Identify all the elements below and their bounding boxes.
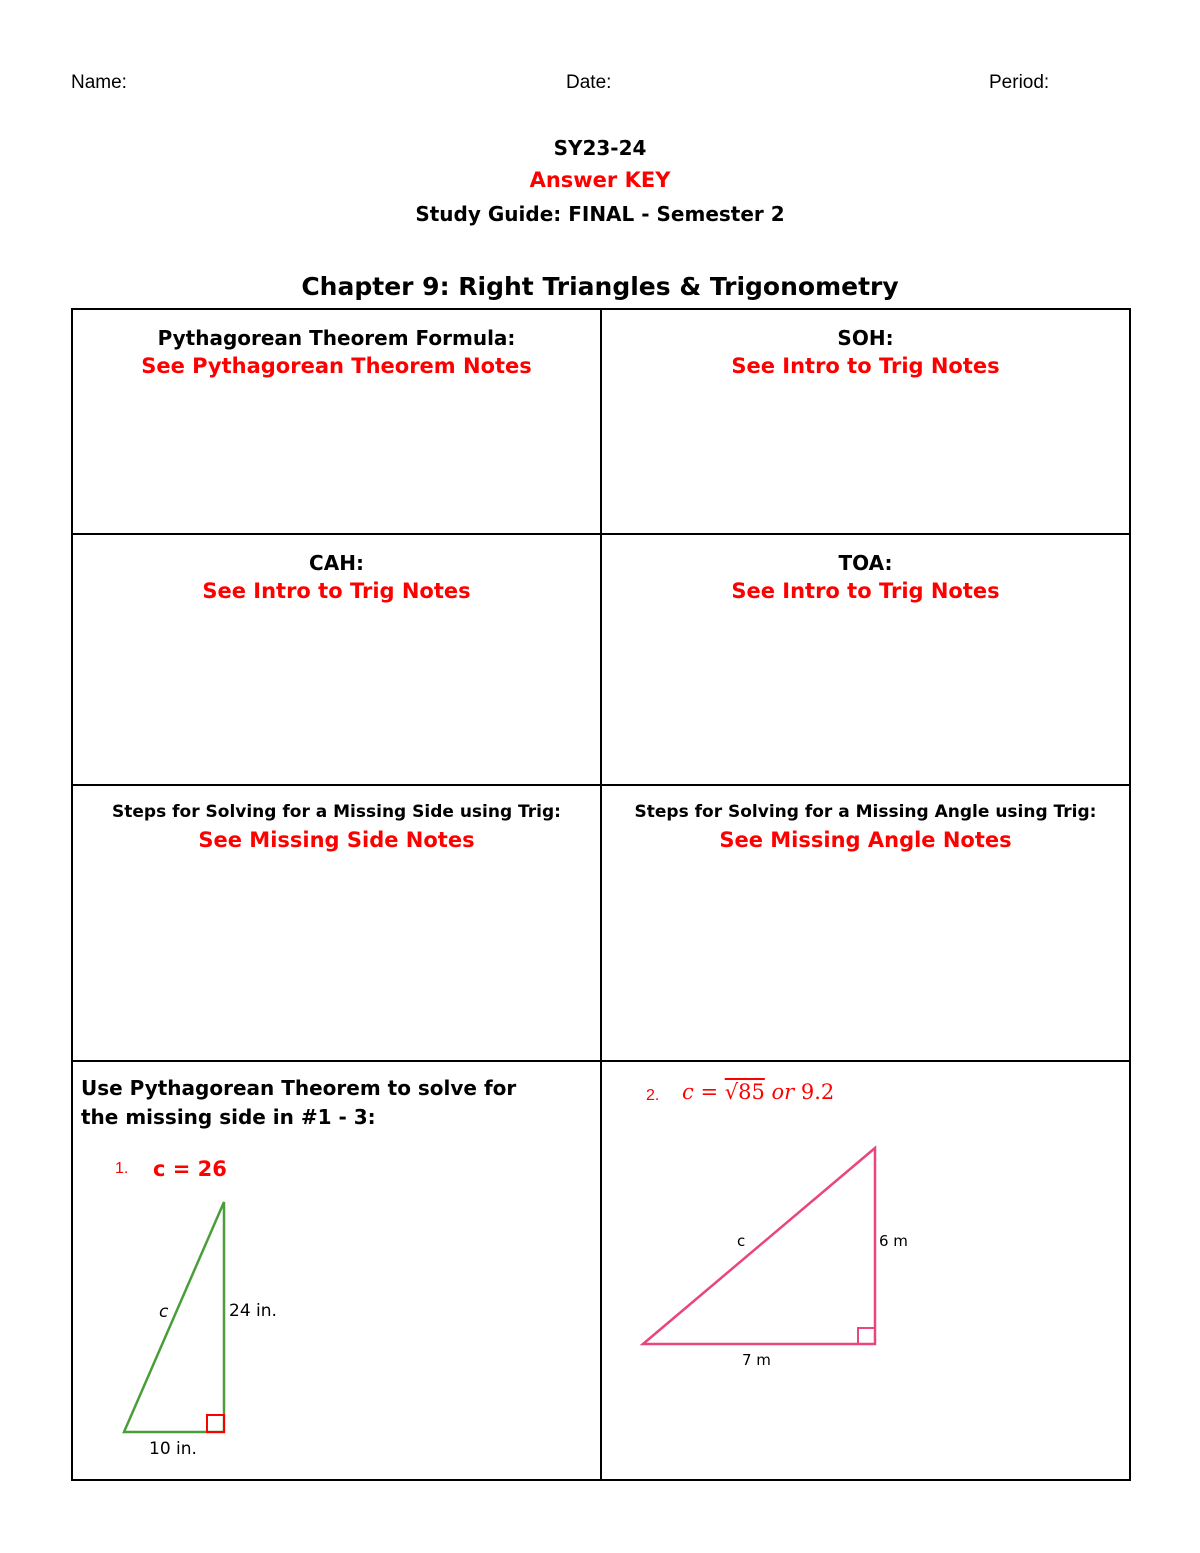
triangle-2-hyp-label: c — [737, 1232, 746, 1250]
triangle-1-base-label: 10 in. — [149, 1439, 197, 1459]
cell-toa — [601, 534, 1130, 785]
cell-missing-side — [72, 785, 601, 1061]
missing-side-answer: See Missing Side Notes — [198, 828, 475, 852]
triangle-1-shape — [124, 1202, 224, 1432]
problem-2-triangle — [602, 1062, 1130, 1481]
cell-soh — [601, 309, 1130, 534]
soh-answer: See Intro to Trig Notes — [731, 354, 1000, 378]
soh-label: SOH: — [837, 326, 894, 350]
missing-side-label: Steps for Solving for a Missing Side using Trig: — [112, 802, 561, 822]
problem-2-answer-val: 9.2 — [800, 1080, 835, 1104]
cell-cah — [72, 534, 601, 785]
right-angle-marker-1 — [207, 1415, 224, 1432]
triangle-2-base-label: 7 m — [742, 1351, 771, 1369]
answer-key-title: Answer KEY — [529, 168, 671, 192]
cell-problem-1 — [72, 1061, 601, 1480]
triangle-1-vertical-label: 24 in. — [229, 1301, 277, 1321]
cell-problem-2 — [601, 1061, 1130, 1480]
cell-missing-angle — [601, 785, 1130, 1061]
toa-answer: See Intro to Trig Notes — [731, 579, 1000, 603]
right-angle-marker-2 — [858, 1328, 875, 1344]
name-label: Name: — [71, 72, 127, 93]
date-label: Date: — [566, 72, 612, 93]
instructions-line-2: the missing side in #1 - 3: — [81, 1105, 376, 1129]
problem-1-answer: c = 26 — [153, 1157, 227, 1181]
triangle-2-shape — [643, 1148, 875, 1344]
problem-2-answer-c: c — [682, 1080, 694, 1104]
cah-answer: See Intro to Trig Notes — [202, 579, 471, 603]
problem-2-answer-sqrt: √85 — [724, 1080, 765, 1104]
pythagorean-answer: See Pythagorean Theorem Notes — [141, 354, 532, 378]
problem-2-answer-or: or — [764, 1080, 801, 1104]
triangle-1-hyp-label: c — [159, 1302, 169, 1322]
problem-1-number: 1. — [115, 1160, 129, 1177]
pythagorean-label: Pythagorean Theorem Formula: — [157, 326, 516, 350]
school-year: SY23-24 — [553, 136, 647, 160]
problem-1-triangle — [73, 1062, 601, 1481]
period-label: Period: — [989, 72, 1050, 93]
chapter-title: Chapter 9: Right Triangles & Trigonometry — [301, 272, 899, 301]
problem-2-answer-eq: = — [693, 1080, 725, 1104]
cell-pythagorean — [72, 309, 601, 534]
instructions-line-1: Use Pythagorean Theorem to solve for — [81, 1076, 517, 1100]
missing-angle-answer: See Missing Angle Notes — [719, 828, 1012, 852]
triangle-2-vertical-label: 6 m — [879, 1232, 908, 1250]
study-guide-title: Study Guide: FINAL - Semester 2 — [415, 202, 785, 226]
toa-label: TOA: — [838, 551, 893, 575]
study-guide-table — [71, 308, 1131, 1481]
missing-angle-label: Steps for Solving for a Missing Angle using Trig: — [634, 802, 1097, 822]
problem-2-number: 2. — [646, 1087, 660, 1104]
cah-label: CAH: — [309, 551, 364, 575]
